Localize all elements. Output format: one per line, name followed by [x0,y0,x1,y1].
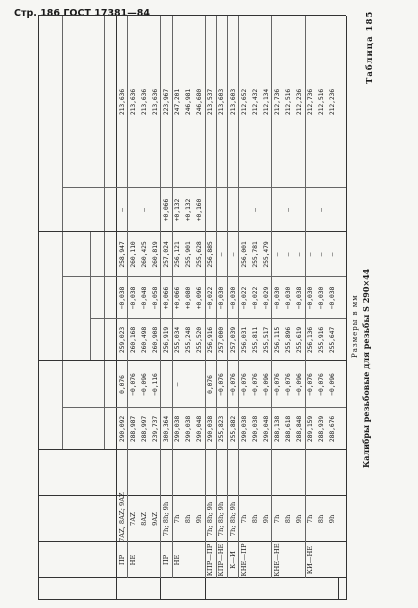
cell-nd-nomin: 288,618 [284,415,292,443]
cell-nd-nomin: 290,048 [261,415,270,443]
cell-vd-nomin: 212,236 [295,88,304,116]
cell-sd-dev: −0,022 [239,286,248,310]
cell-nd-nomin: 300,364 [161,415,170,443]
cell-vd-dev: — [284,208,292,212]
page-header: Стр. 186 ГОСТ 17381—84 [14,8,150,19]
cell-nd-dev: −0,096 [295,373,304,396]
cell-izn: — [317,252,326,257]
cell-izn: 256,001 [239,241,248,268]
cell-izn: — [284,252,292,257]
cell-sd-nomin: 255,248 [184,326,193,354]
cell-sd-dev: −0,029 [261,286,270,310]
cell-sd-dev: +0,066 [161,286,170,310]
cell-pole: 7AZ, 8AZ; 9AZ [117,492,126,542]
cell-nd-nomin: 290,038 [184,415,193,443]
cell-sd-dev: +0,080 [184,286,193,310]
cell-pole: 7h [306,514,315,524]
cell-sd-dev: −0,030 [306,286,315,310]
cell-izn: 260,819 [150,241,159,268]
cell-vd-dev: — [317,208,326,212]
cell-vid: ПР [161,554,170,566]
cell-vd-nomin: 212,652 [239,88,248,116]
cell-sd-nomin: 255,896 [284,326,292,354]
cell-vd-nomin: 223,967 [161,88,170,116]
cell-nd-dev: −0,076 [272,373,281,396]
cell-vd-nomin: 213,636 [139,88,148,116]
cell-vd-nomin: 212,736 [306,88,315,116]
cell-sd-nomin: 255,619 [295,326,304,354]
cell-izn: 256,121 [173,241,181,268]
cell-pole: 7h; 8h; 9h [217,501,226,537]
cell-nd-dev: −0,076 [228,373,237,396]
cell-pole: 8h [317,514,326,524]
cell-vd-nomin: 213,636 [128,88,137,116]
cell-vid: КПР—ПР [206,543,215,577]
cell-pole: 9h [261,514,270,524]
cell-nd-dev: −0,076 [306,373,315,396]
cell-izn: — [306,252,315,257]
cell-nd-dev: −0,076 [250,373,259,396]
cell-izn: 255,479 [261,241,270,268]
cell-nd-dev: — [173,382,181,387]
cell-izn: 255,628 [195,241,204,268]
cell-vd-nomin: 247,201 [173,88,181,116]
cell-izn: — [272,252,281,257]
cell-sd-nomin: 256,136 [306,326,315,354]
cell-sd-nomin: 256,919 [161,326,170,354]
cell-pole: 9h [328,514,337,524]
cell-vd-nomin: 212,516 [284,88,292,116]
cell-vd-nomin: 213,636 [117,88,126,116]
table-rule [38,16,39,600]
cell-nd-nomin: 289,159 [306,415,315,443]
cell-nd-dev: −0,116 [150,373,159,396]
cell-sd-nomin: 255,517 [261,326,270,354]
cell-sd-dev: −0,030 [272,286,281,310]
cell-sd-dev: +0,096 [195,286,204,310]
cell-izn: 255,901 [184,241,193,268]
cell-sd-dev: −0,022 [250,286,259,310]
cell-nd-nomin: 290,038 [173,415,181,443]
cell-izn: 255,781 [250,241,259,268]
cell-nd-dev: −0,076 [217,373,226,396]
table-rule [346,16,347,600]
cell-vd-nomin: 212,236 [328,88,337,116]
cell-vid: КПР—НЕ [217,543,226,577]
cell-vd-nomin: 212,516 [317,88,326,116]
cell-vid: КНЕ—НЕ [272,543,281,577]
cell-sd-dev: −0,058 [150,286,159,310]
cell-vd-dev: +0,066 [161,198,170,222]
cell-sd-dev: −0,022 [206,286,215,310]
cell-sd-dev: −0,038 [328,286,337,310]
cell-nd-dev: −0,096 [139,373,148,396]
cell-sd-nomin: 255,034 [173,326,181,354]
cell-vd-nomin: 212,736 [272,88,281,116]
cell-sd-nomin: 257,039 [228,326,237,354]
cell-vid: ПР [117,554,126,566]
cell-nd-dev: −0,096 [261,373,270,396]
cell-pole: 7h; 8h; 9h [161,501,170,537]
cell-vd-dev: — [117,208,126,212]
table-title: Калибры резьбовые для резьбы S 290×44 [361,268,371,468]
cell-vd-nomin: 213,603 [228,88,237,116]
cell-izn: 257,024 [161,241,170,268]
cell-vid: НЕ [173,554,181,566]
cell-nd-nomin: 255,823 [217,415,226,443]
cell-pole: 9h [295,514,304,524]
cell-nd-nomin: 239,737 [150,415,159,443]
cell-sd-nomin: 260,498 [139,326,148,354]
cell-izn: — [328,252,337,257]
cell-izn: 260,425 [139,241,148,268]
cell-vd-nomin: 212,134 [261,88,270,116]
cell-sd-dev: +0,066 [173,286,181,310]
cell-sd-dev: −0,038 [117,286,126,310]
cell-vd-nomin: 213,603 [217,88,226,116]
cell-sd-nomin: 256,916 [206,326,215,354]
table-rule [338,578,339,600]
cell-vd-dev: — [250,208,259,212]
cell-sd-nomin: 260,908 [150,326,159,354]
table-label: Таблица 185 [365,10,375,84]
cell-sd-nomin: 255,647 [328,326,337,354]
cell-nd-nomin: 290,038 [239,415,248,443]
cell-sd-nomin: 256,115 [272,326,281,354]
cell-pole: 9AZ [150,512,159,526]
cell-pole: 9h [195,514,204,524]
cell-pole: 8h [184,514,193,524]
cell-nd-dev: −0,096 [328,373,337,396]
cell-sd-nomin: 260,168 [128,326,137,354]
cell-sd-dev: −0,030 [284,286,292,310]
cell-pole: 7AZ [128,512,137,526]
cell-sd-nomin: 255,811 [250,326,259,354]
cell-pole: 7h [272,514,281,524]
cell-vid: КНЕ—ПР [239,543,248,577]
cell-sd-nomin: 255,916 [317,326,326,354]
cell-pole: 7h; 8h; 9h [206,501,215,537]
cell-vd-dev: — [139,208,148,212]
cell-sd-nomin: 256,031 [239,326,248,354]
cell-pole: 7h [173,514,181,524]
cell-nd-dev: −0,076 [317,373,326,396]
table-rule [205,578,206,600]
cell-vid: НЕ [128,554,137,566]
cell-nd-nomin: 288,138 [272,415,281,443]
cell-nd-nomin: 290,038 [206,415,215,443]
cell-vd-nomin: 213,537 [206,88,215,116]
table-rule [90,232,91,361]
cell-vid: К—И [228,551,237,569]
cell-nd-nomin: 290,048 [195,415,204,443]
cell-nd-dev: −0,076 [239,373,248,396]
cell-izn: — [228,252,237,257]
cell-vd-nomin: 246,680 [195,88,204,116]
cell-vd-dev: +0,132 [173,198,181,222]
table-rule [38,599,346,600]
cell-nd-nomin: 288,939 [317,415,326,443]
cell-sd-dev: −0,030 [217,286,226,310]
cell-vd-nomin: 212,432 [250,88,259,116]
cell-izn: 260,110 [128,241,137,268]
cell-vd-dev: +0,160 [195,198,204,222]
cell-pole: 7h [239,514,248,524]
table-subtitle: Размеры в мм [351,294,359,358]
cell-nd-nomin: 255,882 [228,415,237,443]
cell-pole: 7h; 8h; 9h [228,501,237,537]
cell-izn: 258,947 [117,241,126,268]
cell-sd-dev: −0,038 [295,286,304,310]
cell-nd-nomin: 288,997 [139,415,148,443]
cell-sd-nomin: 259,023 [117,326,126,354]
cell-nd-dev: 0,076 [206,375,215,394]
cell-pole: 8AZ [139,512,148,526]
table-rule [104,16,105,450]
cell-nd-dev: −0,076 [128,373,137,396]
cell-sd-dev: −0,030 [317,286,326,310]
cell-sd-nomin: 255,520 [195,326,204,354]
cell-pole: 8h [284,514,292,524]
cell-nd-dev: −0,076 [284,373,292,396]
cell-nd-nomin: 288,848 [295,415,304,443]
table-rule [160,578,161,600]
cell-nd-nomin: 288,676 [328,415,337,443]
cell-nd-nomin: 290,092 [117,415,126,443]
table-rule [62,16,63,450]
cell-vid: КИ—НЕ [306,545,315,575]
cell-izn: 256,885 [206,241,215,268]
cell-vd-dev: +0,132 [184,198,193,222]
cell-vd-nomin: 213,636 [150,88,159,116]
cell-sd-dev: −0,038 [128,286,137,310]
cell-izn: — [217,252,226,257]
cell-sd-nomin: 257,000 [217,326,226,354]
cell-sd-dev: −0,048 [139,286,148,310]
cell-pole: 8h [250,514,259,524]
cell-nd-dev: 0,076 [117,375,126,394]
cell-nd-nomin: 288,987 [128,415,137,443]
cell-sd-dev: −0,030 [228,286,237,310]
cell-nd-nomin: 290,038 [250,415,259,443]
cell-vd-nomin: 246,981 [184,88,193,116]
cell-izn: — [295,252,304,257]
